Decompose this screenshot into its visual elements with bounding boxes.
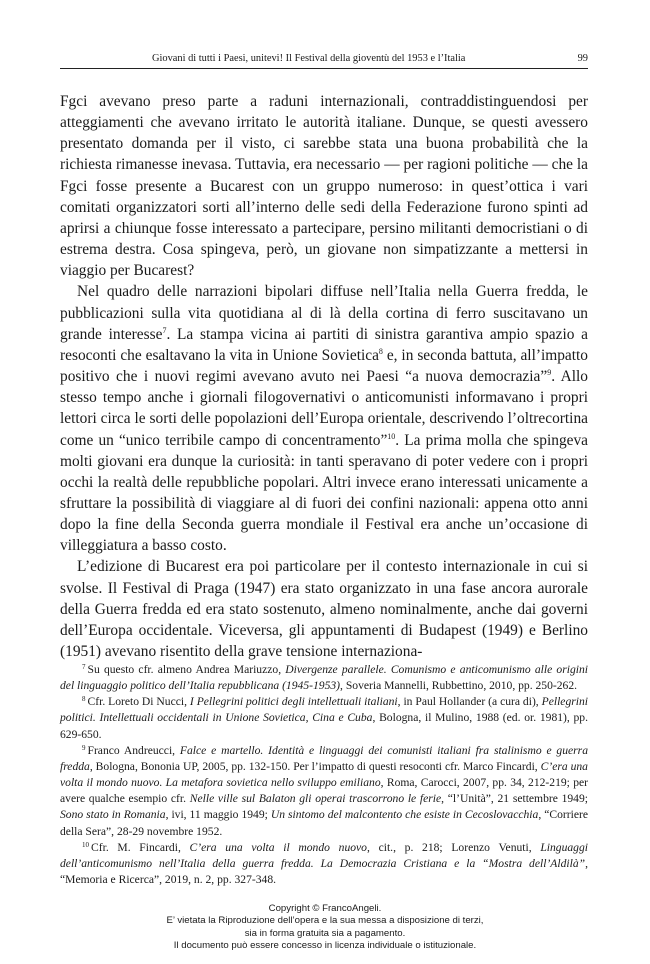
footnotes bbox=[60, 662, 588, 888]
paragraph-2 bbox=[60, 281, 588, 556]
footnote-title: C’era una volta il mondo nuovo. La metafora sovietica nello sviluppo emiliano bbox=[60, 759, 588, 790]
copyright-line: E’ vietata la Riproduzione dell’opera e la sua messa a disposizione di terzi, bbox=[166, 915, 484, 927]
paragraph-1: Fgci avevano preso parte a raduni internazionali, contraddistinguendosi per atteggiamenti che avevano irritato le autorità italiane. Dunque, se questi avessero presentato domanda per il visto, ci sarebbe stata una buona probabilità che la richiesta rimanesse inevasa. Tuttavia, era necessario — per ragioni politiche — che la Fgci fosse presente a Bucarest con un gruppo numeroso: in quest’ottica i vari comitati organizzatori sorti all’interno delle sedi della Federazione furono spinti ad aprirsi a chiunque fosse interessato a partecipare, persino militanti democristiani o di estrema destra. Cosa spingeva, però, un giovane non simpatizzante a mettersi in viaggio per Bucarest? bbox=[60, 93, 588, 280]
footnote-title: Pellegrini politici. Intellettuali occidentali in Unione Sovietica, Cina e Cuba bbox=[60, 695, 588, 725]
footnote-text: Su questo cfr. almeno Andrea Mariuzzo, bbox=[87, 663, 286, 676]
footnote-title: Linguaggi dell’anticomunismo nell’Italia della guerra fredda. La Democrazia Cristiana e la “Mostra dell’Aldilà” bbox=[60, 840, 588, 870]
footnote-text: Cfr. Loreto Di Nucci, bbox=[87, 695, 190, 709]
copyright-line: Copyright © FrancoAngeli. bbox=[268, 903, 382, 914]
copyright-line: Il documento può essere concesso in licenza individuale o istituzionale. bbox=[173, 940, 477, 952]
footnote-text: , in Paul Hollander (a cura di), bbox=[397, 695, 542, 709]
footnote-ref-10: 10 bbox=[387, 431, 396, 441]
footnote-text: , “Corriere della Sera”, 28-29 novembre 1952. bbox=[60, 808, 588, 838]
footnote-9 bbox=[60, 743, 588, 840]
footnote-text: , Soveria Mannelli, Rubbettino, 2010, pp. 250-262. bbox=[340, 679, 578, 693]
footnote-number: 7 bbox=[82, 663, 86, 671]
footnote-ref-7: 7 bbox=[162, 325, 167, 335]
paragraph-2-text: . La stampa vicina ai partiti di sinistra garantiva ampio spazio a resoconti che esaltavano la vita in Unione Sovietica bbox=[60, 325, 588, 364]
footnote-10 bbox=[60, 840, 588, 888]
footnote-text: , cit., p. 218; Lorenzo Venuti, bbox=[366, 840, 541, 854]
footnote-title: Un sintomo del malcontento che esiste in Cecoslovacchia bbox=[270, 808, 539, 822]
copyright-line: sia in forma gratuita sia a pagamento. bbox=[244, 927, 406, 939]
footnote-title: I Pellegrini politici degli intellettuali italiani bbox=[189, 695, 398, 709]
footnote-text: , “l’Unità”, 21 settembre 1949; bbox=[441, 792, 588, 806]
footnote-text: , Bologna, il Mulino, 1988 (ed. or. 1981), pp. 629-650. bbox=[60, 711, 589, 741]
footnote-title: Sono stato in Romania bbox=[60, 808, 166, 822]
paragraph-2-text: e, in seconda battuta, all’impatto positivo che i nuovi regimi avevano avuto nei Paesi “a nuova democrazia” bbox=[60, 346, 588, 386]
footnote-number: 10 bbox=[82, 840, 89, 849]
footnote-7 bbox=[60, 662, 588, 694]
footnote-text: , Roma, Carocci, 2007, pp. 34, 212-219; per avere qualche esempio cfr. bbox=[60, 776, 589, 806]
footnote-ref-9: 9 bbox=[547, 368, 552, 378]
footnote-text: , Bologna, Bononia UP, 2005, pp. 132-150. Per l’impatto di questi resoconti cfr. Marco Fincardi, bbox=[89, 759, 541, 773]
footnote-8 bbox=[60, 694, 588, 742]
main-text bbox=[60, 91, 588, 662]
footnote-text: Cfr. M. Fincardi, bbox=[91, 840, 190, 854]
footnote-text: , “Memoria e Ricerca”, 2019, n. 2, pp. 327-348. bbox=[60, 856, 588, 887]
paragraph-2-text: . La prima molla che spingeva molti giovani era dunque la curiosità: in tanti speravano di poter vedere con i propri occhi la realtà delle repubbliche popolari. Altri invece erano interessati unicamente a sfruttare la possibilità di viaggiare al di fuori dei confini nazionali: appena otto anni dopo la fine della Seconda guerra mondiale il Festival era anche un’occasione di villeggiatura a basso costo. bbox=[60, 431, 588, 555]
footnote-title: Falce e martello. Identità e linguaggi dei comunisti italiani fra stalinismo e guerra fredda bbox=[60, 743, 588, 773]
footnote-text: , ivi, 11 maggio 1949; bbox=[165, 808, 271, 822]
copyright-notice bbox=[0, 903, 650, 953]
footnote-title: Divergenze parallele. Comunismo e anticomunismo alle origini del linguaggio politico dell’Italia repubblicana (1945-1953) bbox=[60, 663, 588, 693]
footnote-text: Franco Andreucci, bbox=[87, 743, 180, 757]
footnote-number: 8 bbox=[82, 695, 86, 704]
footnote-number: 9 bbox=[82, 743, 86, 752]
page-number: 99 bbox=[577, 53, 588, 64]
running-header bbox=[60, 52, 588, 69]
running-title: Giovani di tutti i Paesi, unitevi! Il Festival della gioventù del 1953 e l’Italia bbox=[152, 53, 466, 64]
paragraph-3: L’edizione di Bucarest era poi particolare per il contesto internazionale in cui si svolse. Il Festival di Praga (1947) era stato organizzato in una fase ancora aurorale della Guerra fredda ed era stato sostenuto, almeno nominalmente, anche dai governi dell’Europa occidentale. Viceversa, gli appuntamenti di Budapest (1949) e Berlino (1951) avevano risentito della grave tensione internaziona- bbox=[60, 558, 588, 661]
paragraph-2-text: . Allo stesso tempo anche i giornali filogovernativi o anticomunisti informavano i propri lettori circa le sorti delle popolazioni dell’Europa orientale, descrivendo l’oltrecortina come un “unico terribile campo di concentramento” bbox=[60, 368, 588, 449]
footnote-ref-8: 8 bbox=[378, 346, 383, 356]
footnote-title: Nelle ville sul Balaton gli operai trascorrono le ferie bbox=[189, 792, 442, 806]
footnote-title: C’era una volta il mondo nuovo bbox=[189, 840, 367, 854]
paragraph-2-text: Nel quadro delle narrazioni bipolari diffuse nell’Italia nella Guerra fredda, le pubblicazioni sulla vita quotidiana al di là della cortina di ferro suscitavano un grande interesse bbox=[60, 283, 588, 343]
